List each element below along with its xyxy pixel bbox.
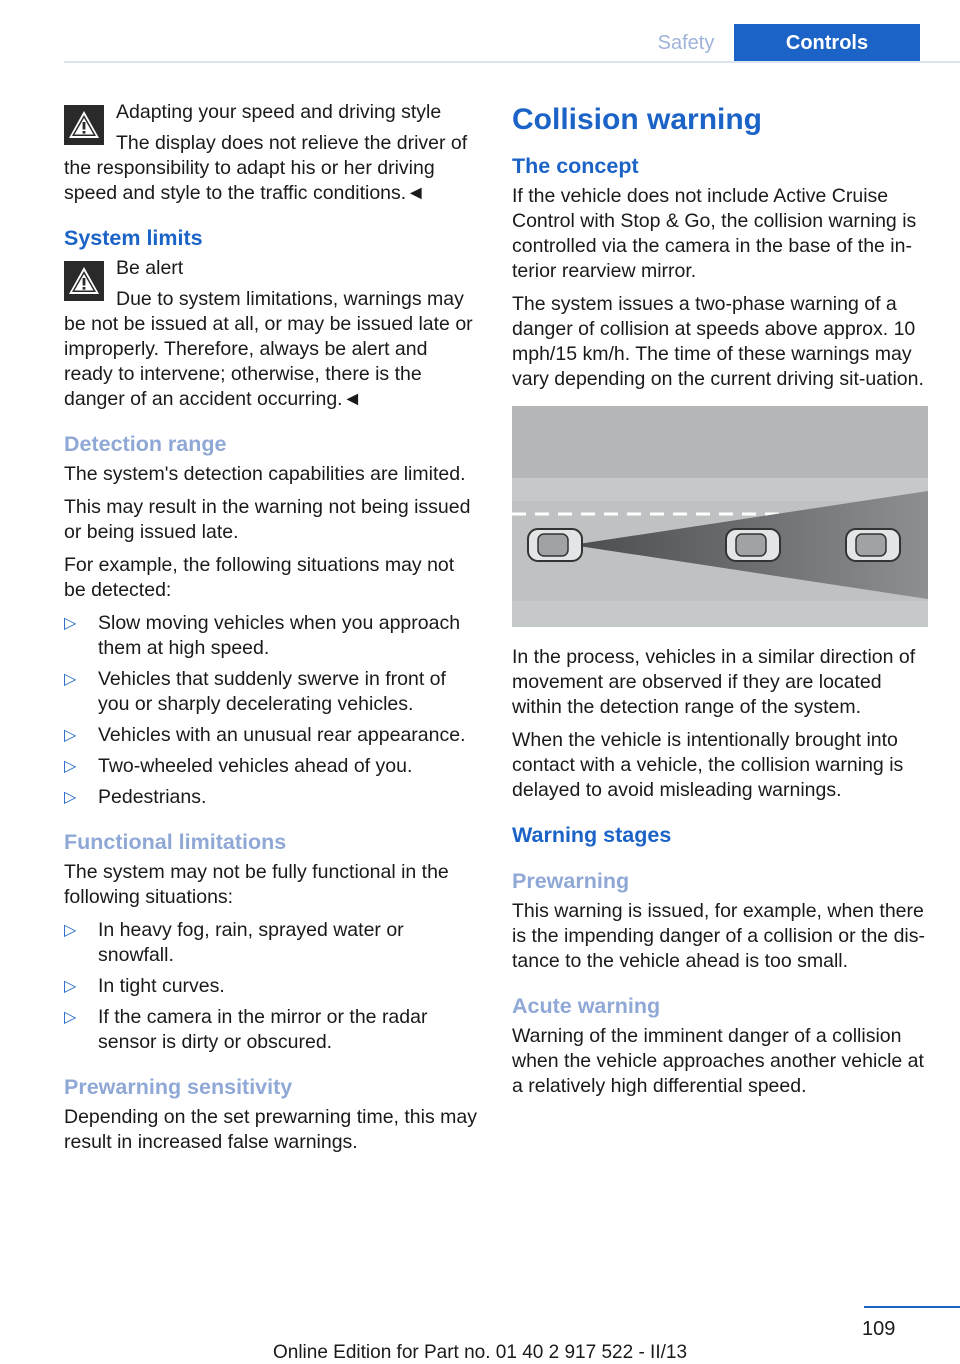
- tab-controls[interactable]: Controls: [734, 24, 920, 62]
- left-column: [64, 100, 480, 1163]
- warning-block-alert: [64, 256, 480, 412]
- heading-prewarning: Prewarning: [512, 869, 630, 893]
- page-title: Collision warning: [512, 103, 763, 136]
- paragraph: The system issues a two-phase warning of a danger of collision at speeds above approx. 10 mph/15 km/h. The time of these warnings may vary depending on the current driving sit-uation.: [512, 293, 924, 390]
- warning-text: The display does not relieve the driver of the responsibility to adapt his or her driving speed and style to the traffic conditions.◄: [64, 132, 468, 204]
- triangle-bullet-icon: ▷: [64, 978, 77, 995]
- own-car-icon: [528, 529, 582, 561]
- paragraph: When the vehicle is intentionally brought into contact with a vehicle, the collision warning is delayed to avoid misleading warnings.: [512, 729, 904, 801]
- warning-text: Due to system limitations, warnings may be not be issued at all, or may be issued late or improperly. Therefore, always be alert and ready to intervene; otherwise, there is the danger of an accident occurring.◄: [64, 288, 473, 410]
- paragraph: For example, the following situations may not be detected:: [64, 554, 455, 601]
- paragraph: This may result in the warning not being issued or being issued late.: [64, 496, 471, 543]
- list-item: ▷ Two-wheeled vehicles ahead of you.: [64, 755, 413, 777]
- warning-title: Adapting your speed and driving style: [116, 101, 442, 123]
- triangle-bullet-icon: ▷: [64, 758, 77, 775]
- header-divider: [64, 61, 960, 63]
- triangle-bullet-icon: ▷: [64, 789, 77, 806]
- road-diagram: [512, 406, 928, 627]
- heading-detection-range: Detection range: [64, 432, 227, 456]
- page-number: 109: [862, 1318, 896, 1340]
- list-item: ▷ Vehicles with an unusual rear appearance.: [64, 724, 466, 746]
- list-item: ▷ In heavy fog, rain, sprayed water or snowfall.: [64, 919, 404, 966]
- paragraph: This warning is issued, for example, when there is the impending danger of a collision or the dis-tance to the vehicle ahead is too small.: [512, 900, 925, 972]
- paragraph: Warning of the imminent danger of a collision when the vehicle approaches another vehicle at a relatively high differential speed.: [512, 1025, 924, 1097]
- triangle-bullet-icon: ▷: [64, 727, 77, 744]
- list-item: ▷ Pedestrians.: [64, 786, 207, 808]
- list-item: ▷ Vehicles that suddenly swerve in front of you or sharply decelerating vehicles.: [64, 668, 446, 715]
- heading-prewarning-sensitivity: Prewarning sensitivity: [64, 1075, 293, 1099]
- paragraph: Depending on the set prewarning time, this may result in increased false warnings.: [64, 1106, 477, 1153]
- footer-edition: Online Edition for Part no. 01 40 2 917 522 - II/13: [272, 1342, 688, 1363]
- paragraph: The system's detection capabilities are limited.: [64, 463, 466, 485]
- warning-block-speed: [64, 100, 480, 206]
- heading-concept: The concept: [512, 154, 639, 178]
- paragraph: In the process, vehicles in a similar direction of movement are observed if they are located within the detection range of the system.: [512, 646, 916, 718]
- warning-icon: [64, 105, 104, 145]
- paragraph: If the vehicle does not include Active Cruise Control with Stop & Go, the collision warning is controlled via the camera in the base of the in-terior rearview mirror.: [512, 185, 917, 282]
- paragraph: The system may not be fully functional in the following situations:: [64, 861, 449, 908]
- heading-acute-warning: Acute warning: [512, 994, 661, 1018]
- limitations-list: [64, 918, 480, 1055]
- triangle-bullet-icon: ▷: [64, 922, 77, 939]
- heading-system-limits: System limits: [64, 226, 203, 250]
- tab-safety[interactable]: Safety: [638, 24, 734, 62]
- triangle-bullet-icon: ▷: [64, 615, 77, 632]
- heading-warning-stages: Warning stages: [512, 823, 672, 847]
- detection-range-illustration: [512, 406, 928, 627]
- vehicle-ahead-icon: [846, 529, 900, 561]
- detection-list: [64, 611, 480, 810]
- list-item: ▷ In tight curves.: [64, 975, 225, 997]
- vehicle-ahead-icon: [726, 529, 780, 561]
- header-tabs: [638, 24, 920, 62]
- triangle-bullet-icon: ▷: [64, 1009, 77, 1026]
- list-item: ▷ Slow moving vehicles when you approach them at high speed.: [64, 612, 461, 659]
- triangle-bullet-icon: ▷: [64, 671, 77, 688]
- right-column: [512, 100, 928, 1107]
- warning-title: Be alert: [116, 257, 184, 279]
- footer-divider: [864, 1306, 960, 1308]
- heading-functional-limitations: Functional limitations: [64, 830, 287, 854]
- warning-icon: [64, 261, 104, 301]
- list-item: ▷ If the camera in the mirror or the radar sensor is dirty or obscured.: [64, 1006, 428, 1053]
